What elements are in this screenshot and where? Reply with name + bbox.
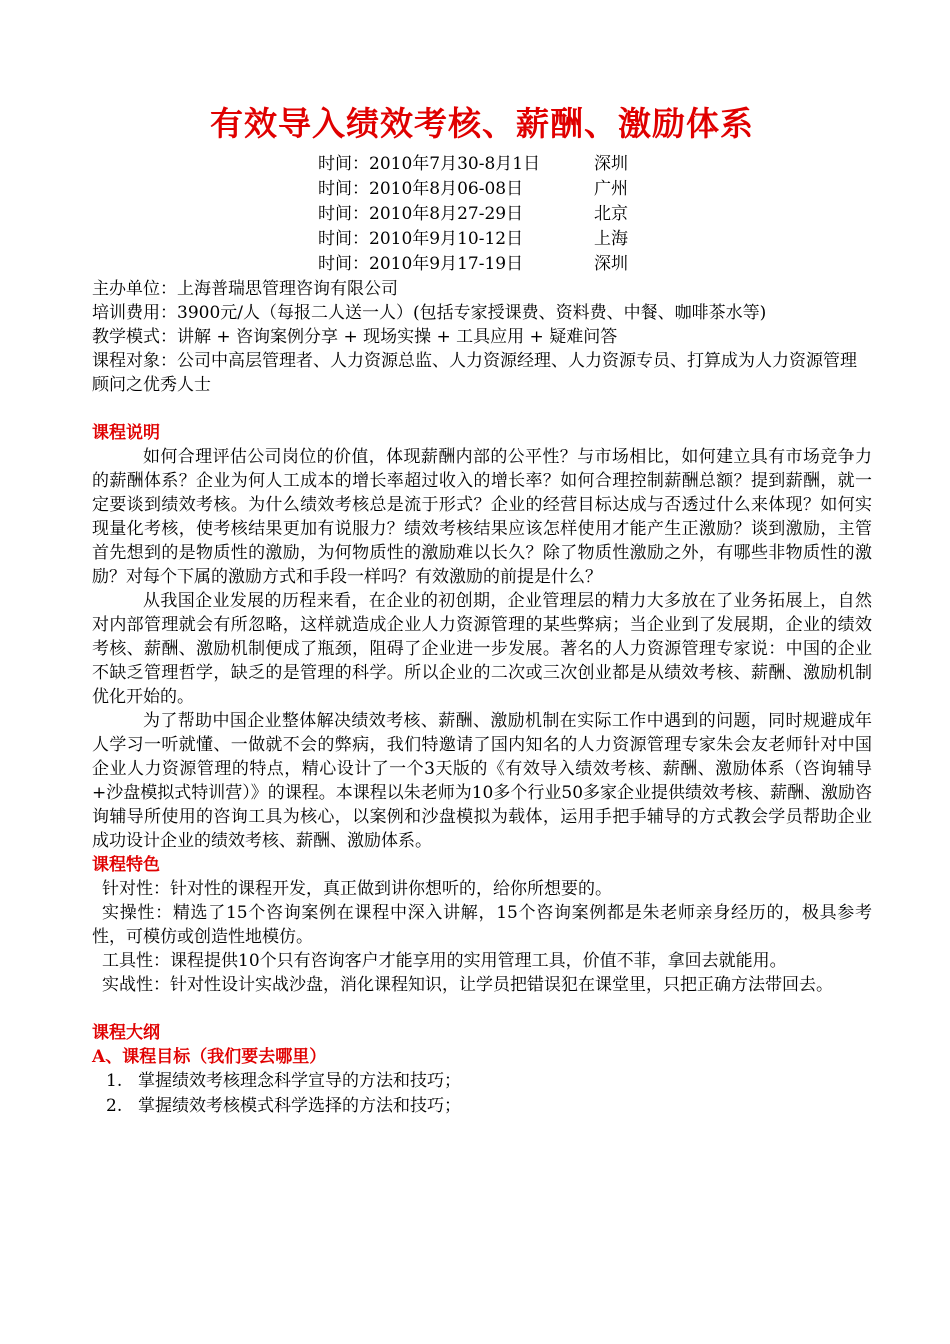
schedule-time: 时间：2010年8月27-29日 <box>318 204 524 224</box>
feature-item: 实战性：针对性设计实战沙盘，消化课程知识，让学员把错误犯在课堂里，只把正确方法带回去。 <box>102 975 833 995</box>
schedule-time: 时间：2010年9月17-19日 <box>318 254 524 274</box>
outline-section-a-heading: A、课程目标（我们要去哪里） <box>92 1047 327 1067</box>
schedule-row <box>318 202 872 227</box>
schedule-row <box>318 227 872 252</box>
schedule-city: 广州 <box>594 179 628 199</box>
feature-item: 实操性：精选了15个咨询案例在课程中深入讲解，15个咨询案例都是朱老师亲身经历的，极具参考性，可模仿或创造性地模仿。 <box>92 903 872 947</box>
teaching-mode-line: 教学模式：讲解 + 咨询案例分享 + 现场实操 + 工具应用 + 疑难问答 <box>92 327 618 347</box>
organizer-line: 主办单位：上海普瑞思管理咨询有限公司 <box>92 279 398 299</box>
schedule-city: 深圳 <box>594 254 628 274</box>
list-item-number: 1. <box>106 1071 123 1091</box>
schedule-time: 时间：2010年7月30-8月1日 <box>318 154 541 174</box>
schedule-city: 上海 <box>594 229 628 249</box>
feature-item: 工具性：课程提供10个只有咨询客户才能享用的实用管理工具，价值不菲，拿回去就能用。 <box>102 951 787 971</box>
schedule-row <box>318 177 872 202</box>
feature-item: 针对性：针对性的课程开发，真正做到讲你想听的，给你所想要的。 <box>102 879 612 899</box>
course-outline-heading: 课程大纲 <box>92 1023 160 1043</box>
schedule-city: 深圳 <box>594 154 628 174</box>
fee-line: 培训费用：3900元/人（每报二人送一人）(包括专家授课费、资料费、中餐、咖啡茶水等) <box>92 303 767 323</box>
list-item <box>92 1069 872 1094</box>
schedule-list <box>318 152 872 277</box>
spacer <box>92 397 872 421</box>
course-description-heading: 课程说明 <box>92 423 160 443</box>
list-item-number: 2. <box>106 1096 123 1116</box>
audience-line: 课程对象：公司中高层管理者、人力资源总监、人力资源经理、人力资源专员、打算成为人力资源管理顾问之优秀人士 <box>92 351 857 395</box>
schedule-time: 时间：2010年9月10-12日 <box>318 229 524 249</box>
schedule-row <box>318 152 872 177</box>
document-page <box>92 100 872 1119</box>
course-features-heading: 课程特色 <box>92 855 160 875</box>
list-item <box>92 1094 872 1119</box>
schedule-row <box>318 252 872 277</box>
outline-goal-list <box>92 1069 872 1119</box>
description-paragraph: 从我国企业发展的历程来看，在企业的初创期，企业管理层的精力大多放在了业务拓展上，自然对内部管理就会有所忽略，这样就造成企业人力资源管理的某些弊病；当企业到了发展期，企业的绩效考核、薪酬、激励机制便成了瓶颈，阻碍了企业进一步发展。著名的人力资源管理专家说：中国的企业不缺乏管理哲学，缺乏的是管理的科学。所以企业的二次或三次创业都是从绩效考核、薪酬、激励机制优化开始的。 <box>92 591 872 707</box>
spacer <box>92 997 872 1021</box>
schedule-time: 时间：2010年8月06-08日 <box>318 179 524 199</box>
list-item-text: 掌握绩效考核理念科学宣导的方法和技巧； <box>138 1071 461 1091</box>
list-item-text: 掌握绩效考核模式科学选择的方法和技巧； <box>138 1096 461 1116</box>
description-paragraph: 为了帮助中国企业整体解决绩效考核、薪酬、激励机制在实际工作中遇到的问题，同时规避成年人学习一听就懂、一做就不会的弊病，我们特邀请了国内知名的人力资源管理专家朱会友老师针对中国企业人力资源管理的特点，精心设计了一个3天版的《有效导入绩效考核、薪酬、激励体系（咨询辅导+沙盘模拟式特训营）》的课程。本课程以朱老师为10多个行业50多家企业提供绩效考核、薪酬、激励咨询辅导所使用的咨询工具为核心，以案例和沙盘模拟为载体，运用手把手辅导的方式教会学员帮助企业成功设计企业的绩效考核、薪酬、激励体系。 <box>92 711 873 851</box>
description-paragraph: 如何合理评估公司岗位的价值，体现薪酬内部的公平性？与市场相比，如何建立具有市场竞争力的薪酬体系？企业为何人工成本的增长率超过收入的增长率？如何合理控制薪酬总额？提到薪酬，就一定要谈到绩效考核。为什么绩效考核总是流于形式？企业的经营目标达成与否透过什么来体现？如何实现量化考核，使考核结果更加有说服力？绩效考核结果应该怎样使用才能产生正激励？谈到激励，主管首先想到的是物质性的激励，为何物质性的激励难以长久？除了物质性激励之外，有哪些非物质性的激励？对每个下属的激励方式和手段一样吗？有效激励的前提是什么？ <box>92 447 872 587</box>
schedule-city: 北京 <box>594 204 628 224</box>
document-title: 有效导入绩效考核、薪酬、激励体系 <box>210 104 754 143</box>
